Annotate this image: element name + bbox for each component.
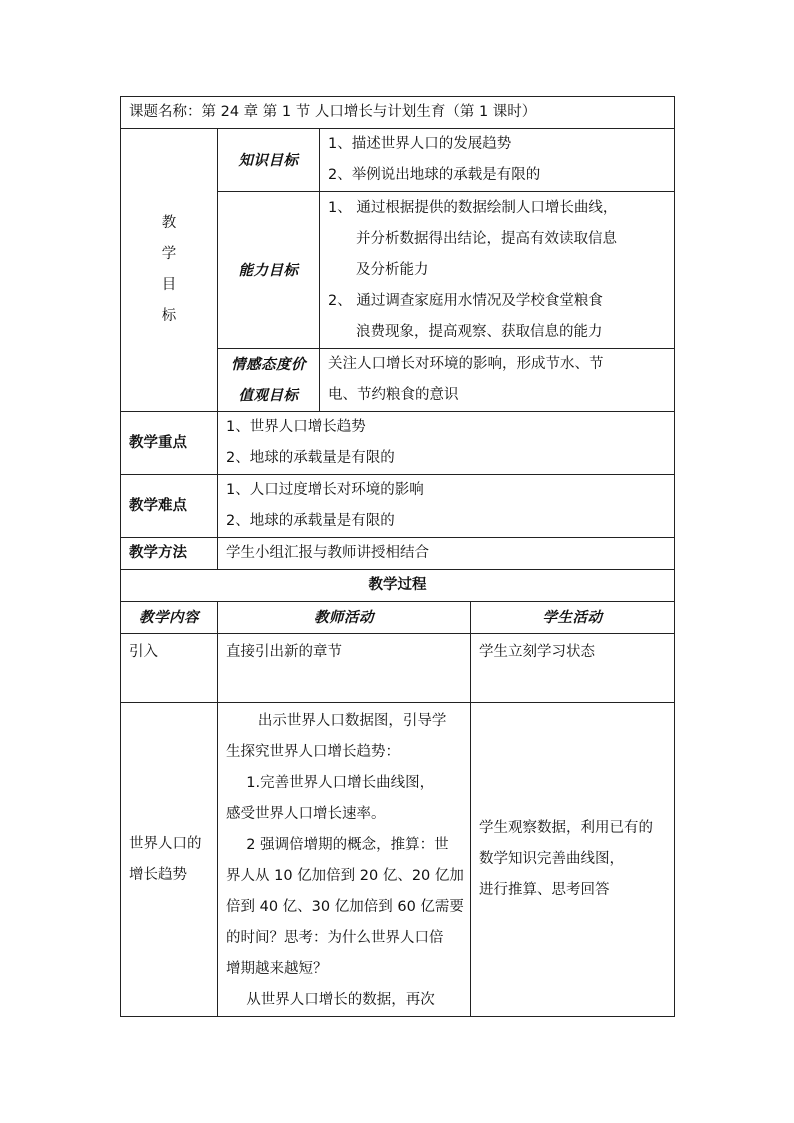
lesson-title: 课题名称：第 24 章 第 1 节 人口增长与计划生育（第 1 课时）: [121, 97, 675, 129]
title-row: [121, 97, 675, 129]
teacher-line: 出示世界人口数据图，引导学: [257, 713, 447, 729]
teacher-line: 倍到 40 亿、30 亿加倍到 60 亿需要: [226, 899, 464, 915]
difficulties-label: 教学难点: [121, 475, 218, 538]
knowledge-objective-label: 知识目标: [218, 129, 320, 192]
knowledge-objective-items: [320, 129, 675, 192]
vertical-char: 学: [161, 246, 177, 262]
objective-row-knowledge: [121, 129, 675, 192]
teacher-line: 感受世界人口增长速率。: [226, 806, 386, 822]
ability-line: 1、 通过根据提供的数据绘制人口增长曲线，: [328, 199, 618, 216]
content-cell: 引入: [121, 634, 218, 703]
key-points-row: [121, 412, 675, 475]
emotion-objective-items: [320, 349, 675, 412]
knowledge-item: 1、描述世界人口的发展趋势: [328, 136, 512, 152]
process-row-intro: [121, 634, 675, 703]
ability-objective-label: 能力目标: [218, 192, 320, 349]
key-points-label: 教学重点: [121, 412, 218, 475]
student-line: 学生观察数据，利用已有的: [479, 820, 653, 836]
teacher-line: 界人从 10 亿加倍到 20 亿、20 亿加: [226, 868, 464, 884]
difficulties-row: [121, 475, 675, 538]
student-line: 数学知识完善曲线图，: [479, 851, 624, 867]
process-header-teacher: 教师活动: [218, 602, 471, 634]
method-label: 教学方法: [121, 538, 218, 570]
teacher-activity-cell: [218, 703, 471, 1017]
key-points-items: [218, 412, 675, 475]
student-line: 进行推算、思考回答: [479, 882, 610, 898]
student-activity-cell: 学生立刻学习状态: [471, 634, 675, 703]
ability-line: 并分析数据得出结论，提高有效读取信息: [356, 230, 617, 247]
knowledge-item: 2、举例说出地球的承载是有限的: [328, 167, 541, 183]
content-cell: 世界人口的 增长趋势: [121, 703, 218, 1017]
difficulty: 1、人口过度增长对环境的影响: [226, 482, 424, 498]
process-header-row: [121, 602, 675, 634]
teacher-line: 1.完善世界人口增长曲线图，: [246, 775, 435, 791]
teacher-line: 2 强调倍增期的概念，推算：世: [246, 837, 449, 853]
teacher-activity-cell: 直接引出新的章节: [218, 634, 471, 703]
process-title-row: [121, 570, 675, 602]
ability-line: 2、 通过调查家庭用水情况及学校食堂粮食: [328, 292, 603, 309]
teacher-line: 增期越来越短？: [226, 961, 328, 977]
key-point: 2、地球的承载量是有限的: [226, 450, 395, 466]
vertical-char: 目: [161, 277, 177, 293]
difficulties-items: [218, 475, 675, 538]
lesson-plan-table: [120, 96, 675, 1017]
ability-line: 浪费现象，提高观察、获取信息的能力: [356, 323, 603, 340]
emotion-line: 关注人口增长对环境的影响，形成节水、节: [328, 356, 604, 372]
process-row-population-trend: [121, 703, 675, 1017]
student-activity-cell: [471, 703, 675, 1017]
teacher-line: 生探究世界人口增长趋势：: [226, 744, 400, 760]
method-row: [121, 538, 675, 570]
emotion-line: 电、节约粮食的意识: [328, 387, 459, 403]
objectives-vertical-label: [121, 129, 218, 412]
difficulty: 2、地球的承载量是有限的: [226, 513, 395, 529]
process-title: 教学过程: [121, 570, 675, 602]
emotion-objective-label: 情感态度价 值观目标: [218, 349, 320, 412]
teacher-line: 的时间？思考：为什么世界人口倍: [226, 930, 444, 946]
process-header-content: 教学内容: [121, 602, 218, 634]
key-point: 1、世界人口增长趋势: [226, 419, 366, 435]
ability-objective-items: [320, 192, 675, 349]
vertical-char: 教: [161, 215, 177, 231]
vertical-char: 标: [161, 308, 177, 324]
process-header-student: 学生活动: [471, 602, 675, 634]
teacher-line: 从世界人口增长的数据，再次: [246, 992, 435, 1008]
ability-line: 及分析能力: [356, 261, 429, 278]
method-value: 学生小组汇报与教师讲授相结合: [218, 538, 675, 570]
